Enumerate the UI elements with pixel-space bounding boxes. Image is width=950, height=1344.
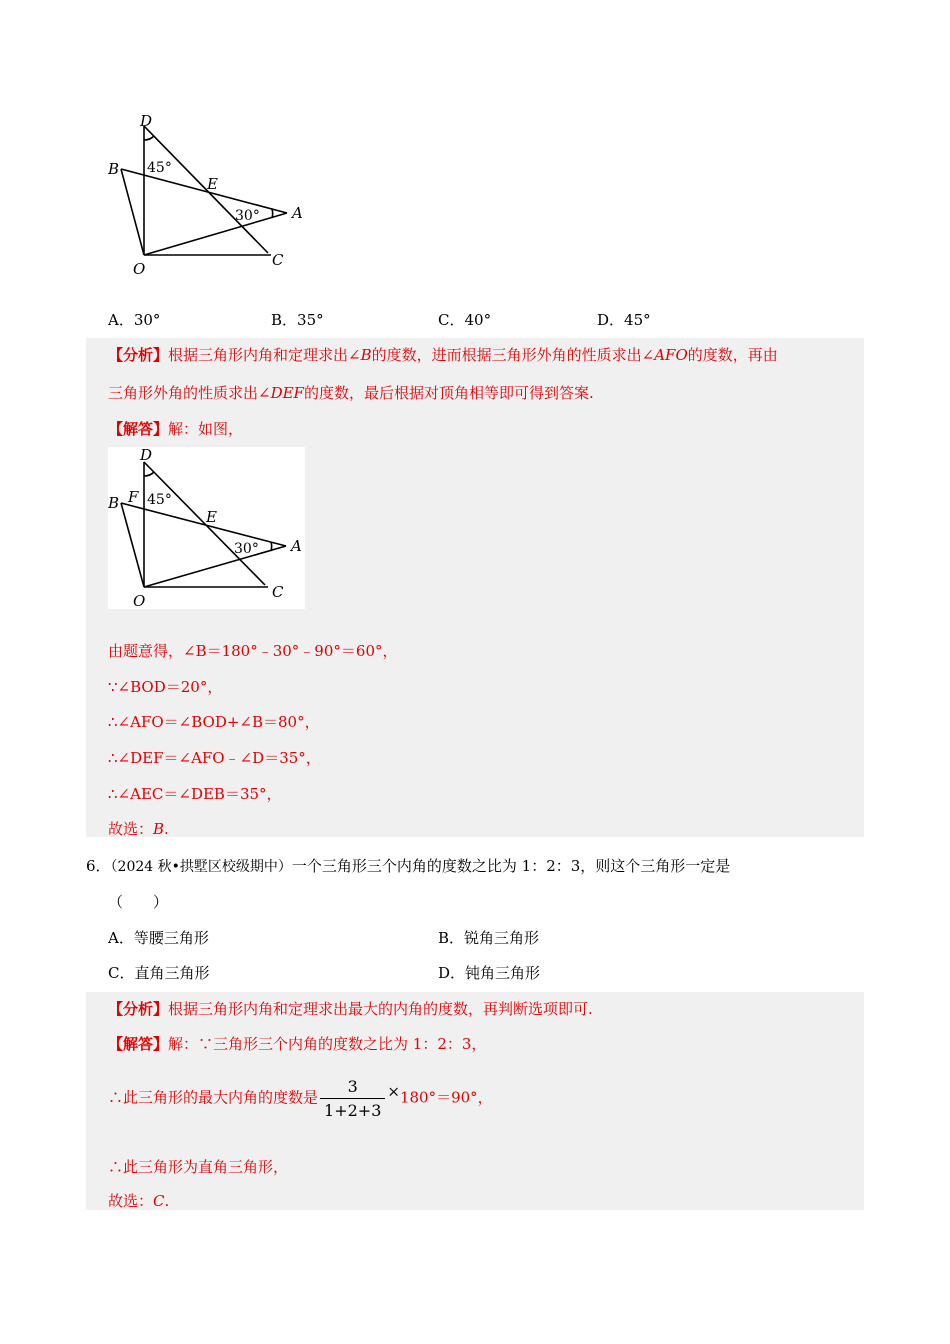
- label-C-2: C: [272, 583, 284, 601]
- q6-max-angle: ∴此三角形的最大内角的度数是 $\frac{3}{1+2+3}$ ×180°＝90°，: [108, 1077, 493, 1120]
- geometry-figure-question: [104, 108, 314, 278]
- q5-option-c: C．40°: [438, 311, 492, 329]
- q5-option-a: A．30°: [108, 311, 161, 329]
- label-O-2: O: [133, 592, 146, 609]
- q5-step-3: ∴∠AFO＝∠BOD+∠B＝80°，: [108, 713, 320, 731]
- q6-answer-intro: 【解答】解：∵三角形三个内角的度数之比为 1：2：3，: [108, 1035, 487, 1053]
- q5-choice: 故选：B.: [108, 820, 169, 838]
- q6-option-c: C．直角三角形: [108, 964, 210, 982]
- q5-option-b: B．35°: [271, 311, 324, 329]
- angle-label-30-2: 30°: [234, 541, 259, 557]
- label-B: B: [108, 160, 120, 178]
- label-E: E: [207, 175, 218, 193]
- angle-label-45: 45°: [147, 160, 172, 176]
- label-E-2: E: [206, 508, 217, 526]
- q5-answer-intro: 【解答】解：如图，: [108, 420, 244, 438]
- geometry-figure-solution: [108, 447, 305, 609]
- q6-conclusion: ∴此三角形为直角三角形，: [108, 1158, 289, 1176]
- label-A-2: A: [291, 537, 302, 555]
- q5-option-d: D．45°: [597, 311, 651, 329]
- angle-label-45-2: 45°: [147, 492, 172, 508]
- q5-step-1: 由题意得，∠B＝180°﹣30°﹣90°＝60°，: [108, 642, 398, 660]
- q6-option-b: B．锐角三角形: [438, 929, 540, 947]
- label-D-2: D: [140, 447, 153, 464]
- q6-option-a: A．等腰三角形: [108, 929, 209, 947]
- q5-step-2: ∵∠BOD＝20°，: [108, 678, 223, 696]
- q5-step-5: ∴∠AEC＝∠DEB＝35°，: [108, 785, 282, 803]
- fraction: $\frac{3}{1+2+3}$: [320, 1077, 385, 1120]
- q5-step-4: ∴∠DEF＝∠AFO﹣∠D＝35°，: [108, 749, 321, 767]
- q5-analysis-line2: 三角形外角的性质求出∠DEF的度数，最后根据对顶角相等即可得到答案.: [108, 384, 594, 402]
- label-B-2: B: [108, 494, 120, 512]
- q6-choice: 故选：C.: [108, 1192, 170, 1210]
- label-O: O: [133, 260, 146, 278]
- q6-analysis: 【分析】根据三角形内角和定理求出最大的内角的度数，再判断选项即可.: [108, 1000, 593, 1018]
- q5-analysis-line1: 【分析】根据三角形内角和定理求出∠B的度数，进而根据三角形外角的性质求出∠AFO的度数，再由: [108, 346, 778, 364]
- label-D: D: [140, 112, 153, 130]
- label-C: C: [272, 251, 284, 269]
- label-F: F: [128, 488, 139, 506]
- q6-paren: （ ）: [108, 893, 169, 911]
- q6-option-d: D．钝角三角形: [438, 964, 541, 982]
- angle-label-30: 30°: [235, 208, 260, 224]
- angle-arc-A: [272, 209, 273, 218]
- label-A: A: [292, 204, 303, 222]
- q6-stem: 6．（2024 秋•拱墅区校级期中）一个三角形三个内角的度数之比为 1：2：3，则这个三角形一定是: [86, 857, 731, 875]
